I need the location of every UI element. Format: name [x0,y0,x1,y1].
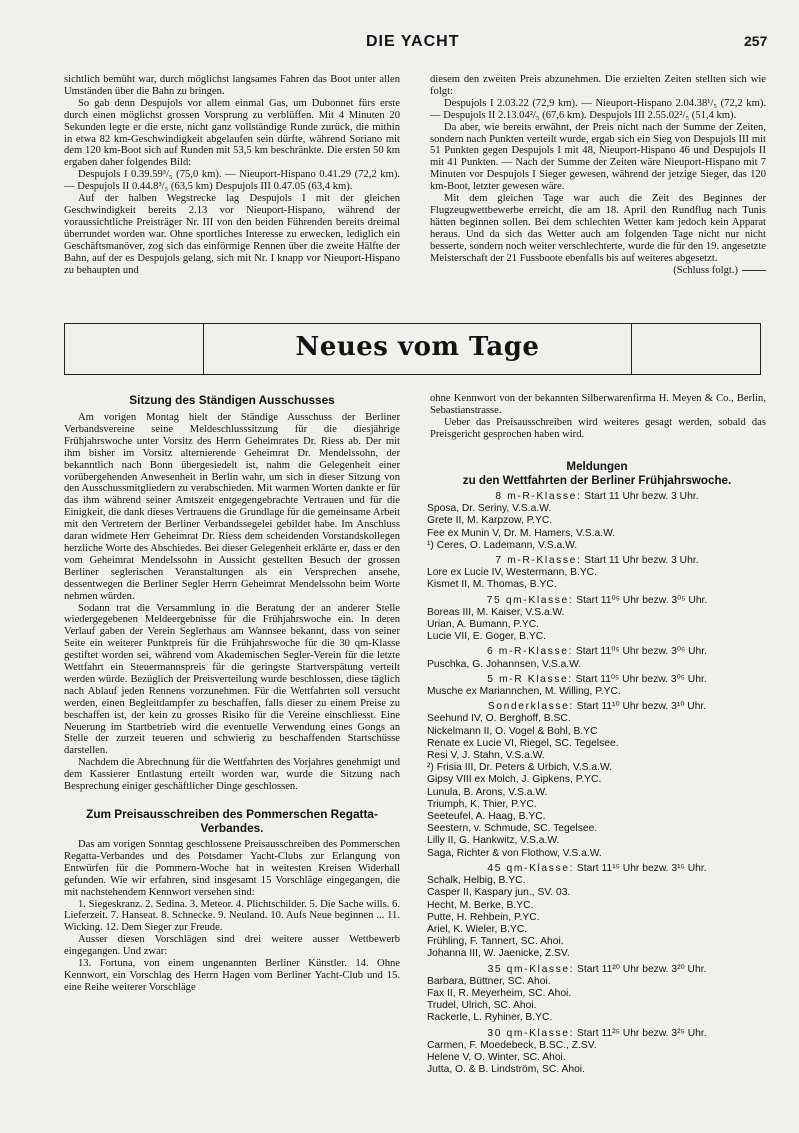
class-start-time: Start 11⁰⁵ Uhr bezw. 3⁰⁵ Uhr. [572,673,707,685]
entry-line: Barbara, Büttner, SC. Ahoi. [427,975,551,987]
entry-line: Lucie VII, E. Goger, B.YC. [427,631,547,643]
entry-line: Puschka, G. Johannsen, V.S.a.W. [427,658,582,670]
entry-line: Triumph, K. Thier, P.YC. [427,798,537,810]
paragraph: sichtlich bemüht war, durch möglichst langsames Fahren das Boot unter allen Umständen über die Bahn zu bringen. [64,74,400,97]
paragraph: ohne Kennwort von der bekannten Silberwarenfirma H. Meyen & Co., Berlin, Sebastianstrasse. [430,393,766,416]
class-start-time: Start 11²⁰ Uhr bezw. 3²⁰ Uhr. [574,963,707,975]
paragraph: Ausser diesen Vorschlägen sind drei weitere ausser Wettbewerb eingegangen. Und zwar: [64,934,400,958]
paragraph: Das am vorigen Sonntag geschlossene Preisausschreiben des Pommerschen Regatta-Verbandes und des Potsdamer Yacht-Clubs zur Erlangung von Entwürfen für die Pommern-Woche hat in weitesten Kreisen Widerhall gefunden. Wie wir erfahren, sind insgesamt 15 Vorschläge eingegangen, die mit nachstehendem Kennwort versehen sind: [64,839,400,898]
entry-line: Jutta, O. & B. Lindström, SC. Ahoi. [427,1064,585,1076]
paragraph: Auf der halben Wegstrecke lag Despujols I mit der gleichen Geschwindigkeit bereits 2.13 vor Nieuport-Hispano, während der voraussichtliche Preisträger Nr. III von den beiden Führenden bereits dreimal überrundet worden war. Ohne sportliches Interesse zu erwecken, lediglich ein Geschäftsmanöver, zog sich das einförmige Rennen über die zweite Hälfte der Bahn, auf der es Despujols gelang, sich mit Nr. I knapp vor Nieuport-Hispano zu behaupten und [64,193,400,276]
right-intro [430,393,766,441]
section-heading-preisausschreiben: Zum Preisausschreiben des Pommerschen Regatta- Verbandes. [86,807,378,835]
class-heading [427,863,767,875]
entry-line: Lore ex Lucie IV, Westermann, B.YC. [427,567,597,579]
entry-line: Resi V, J. Stahn, V.S.a.W. [427,750,545,762]
entry-line: Seeteufel, A. Haag, B.YC. [427,811,546,823]
meldungen-heading: Meldungen [566,460,628,473]
entry-line: Lunula, B. Arons, V.S.a.W. [427,786,548,798]
signoff: (Schluss folgt.) [430,265,766,277]
class-start-time: Start 11⁰⁵ Uhr bezw. 3⁰⁵ Uhr. [573,646,707,658]
entry-line: Urian, A. Bumann, P.YC. [427,619,539,631]
class-heading [427,674,767,686]
paragraph: diesem den zweiten Preis abzunehmen. Die erzielten Zeiten stellten sich wie folgt: [430,74,766,97]
paragraph: So gab denn Despujols vor allem einmal Gas, um Dubonnet fürs erste durch einen möglichst grossen Vorsprung zu verblüffen. Mit 4 Minuten 20 Sekunden legte er die erste, nicht ganz vollständige Runde zurück, die mithin in etwa 82 km-Geschwindigkeit abgelaufen sein dürfte, während Soriano mit dem 120 km-Boot sich auf Runden mit 53,5 km beschränkte. Die ersten 50 km ergaben daher folgendes Bild: [64,97,400,169]
top-left-column [64,74,400,276]
entry-line: Gipsy VIII ex Molch, J. Gipkens, P.YC. [427,774,602,786]
entry-line: Johanna III, W. Jaenicke, Z.SV. [427,948,570,960]
entry-line: Rackerle, L. Ryhiner, B.YC. [427,1012,553,1024]
class-heading [427,555,767,567]
entry-line: Ariel, K. Wieler, B.YC. [427,923,528,935]
meldungen-list [427,460,767,1076]
paragraph: Nachdem die Abrechnung für die Wettfahrten des Vorjahres genehmigt und dem Kassierer Entlastung erteilt worden war, wurde die Sitzung nach Besprechung einiger geschäftlicher Dinge geschlossen. [64,757,400,793]
entry-line: Kismet II, M. Thomas, B.YC. [427,579,557,591]
entry-line: Helene V, O. Winter, SC. Ahoi. [427,1051,566,1063]
paragraph: Da aber, wie bereits erwähnt, der Preis nicht nach der Summe der Zeiten, sondern nach Punkten verteilt wurde, ergab sich ein Sieg von Despujols III mit 51 Punkten gegen Despujols I mit 48, Nieuport-Hispano 46 und Despujols II mit 41 Punkten. — Nach der Summe der Zeiten wäre Nieuport-Hispano mit 7 Minuten vor Despujols I Sieger gewesen, während der jetzige Sieger, das 120 km-Boot, letzter gewesen wäre. [430,121,766,193]
entry-line: Musche ex Mariannchen, M. Willing, P.YC. [427,686,621,698]
class-name: 35 qm-Klasse: [487,963,575,975]
class-start-time: Start 11¹⁰ Uhr bezw. 3¹⁰ Uhr. [573,701,707,713]
class-start-time: Start 11⁰⁵ Uhr bezw. 3⁰⁵ Uhr. [573,594,708,606]
entry-line: Casper II, Kaspary jun., SV. 03. [427,887,571,899]
entry-line: Nickelmann II, O. Vogel & Bohl, B.YC [427,725,598,737]
entry-line: Boreas III, M. Kaiser, V.S.a.W. [427,606,565,618]
paragraph: Ueber das Preisausschreiben wird weiteres gesagt werden, sobald das Preisgericht gesprochen haben wird. [430,416,766,440]
paragraph: Despujols I 2.03.22 (72,9 km). — Nieuport-Hispano 2.04.38¹/₅ (72,2 km). — Despujols II 2.13.04²/₅ (67,6 km). Despujols III 2.55.02²/₅ (51,4 km). [430,97,766,121]
entry-line: Carmen, F. Moedebeck, B.SC., Z.SV. [427,1039,597,1051]
paragraph: Am vorigen Montag hielt der Ständige Ausschuss der Berliner Verbandsvereine seine Meldeschlusssitzung für die diesjährige Frühjahrswoche unter Vorsitz des Herrn Geheimrates Dr. Riess ab. Der mit ihm bisher im Vorsitz alternierende Geheimrat Dr. Mendelssohn, der bekanntlich nach Bonn übergesiedelt ist, nahm die Gelegenheit einer vorübergehenden Anwesenheit in Berlin wahr, um sich in dieser Sitzung von den Ausschussmitgliedern zu verabschieden. Mit warmen Worten dankte er für das ihm während seiner Amtszeit entgegengebrachte Vertrauen und für die Einigkeit, die dank dieses Vertrauens die Grundlage für die gemeinsame Arbeit mit den Vertretern der Berliner Verbandssegelei gebildet habe. Im Anschluss daran widmete Herr Geheimrat Dr. Riess dem scheidenden Vorstandskollegen herzliche Worte des Abschiedes. Bei dieser Gelegenheit erklärte er, dass er den vom Geheimrat Mendelssohn in Aussicht gestellten Besuch der grossen Berliner seglerischen Veranstaltungen als ein Versprechen ansehe, dessentwegen die Berliner Segler Herrn Geheimrat Mendelssohn beim Worte nehmen würden. [64,412,400,602]
class-name: 7 m-R-Klasse: [495,555,582,567]
banner-title: Neues vom Tage [295,332,540,362]
left-column [64,393,400,994]
paragraph: Despujols I 0.39.59³/₅ (75,0 km). — Nieuport-Hispano 0.41.29 (72,2 km). — Despujols II 0.44.8³/₅ (63,5 km) Despujols III 0.47.05 (63,4 km). [64,169,400,193]
section-banner [64,323,761,375]
entry-line: Seehund IV, O. Berghoff, B.SC. [427,713,571,725]
class-heading [427,595,767,607]
section-heading-ausschuss: Sitzung des Ständigen Ausschusses [129,393,335,407]
entry-line: Renate ex Lucie VI, Riegel, SC. Tegelsee. [427,737,619,749]
class-start-time: Start 11 Uhr bezw. 3 Uhr. [581,555,699,567]
top-right-column [430,74,766,276]
class-name: 30 qm-Klasse: [487,1027,575,1039]
class-heading [427,1028,767,1040]
entry-line: Grete II, M. Karpzow, P.YC. [427,515,553,527]
paragraph: 1. Siegeskranz. 2. Sedina. 3. Meteor. 4. Plichtschilder. 5. Die Sache wills. 6. Lieferzeit. 7. Hanseat. 8. Schnecke. 9. Neuland. 10. Aufs Neue beginnen ... 11. Wicking. 12. Dem Sieger zur Freude. [64,898,400,934]
entry-line: ²) Frisia III, Dr. Peters & Urbich, V.S.a.W. [427,762,613,774]
entry-line: Trudel, Ulrich, SC. Ahoi. [427,1000,537,1012]
paragraph: Sodann trat die Versammlung in die Beratung der an anderer Stelle wiedergegebenen Meldeergebnisse für die Frühjahrswoche ein. In deren Verlauf gaben der Verein Seglerhaus am Wannsee bekannt, dass von seiner Seite ein weiterer Punktpreis für die Frühjahrswoche für die 30 qm-Klasse gestiftet worden sei, während vom Akademischen Segler-Verein für die letzte Wettfahrt ein Steuermannspreis für die geringste Startverspätung verteilt werden würde. Bezüglich der Preisverteilung wurde beschlossen, diese täglich nach Ablauf jeden Rennens vorzunehmen. Für die Wettfahrten soll versucht werden, einen Begleitdampfer zu beschaffen, falls dieser zu einem Preise zu beschaffen ist, der kein zu grosses Risiko für die Vereine einschliesst. Eine Neuerung im Startbetrieb wird die eventuelle Verwendung eines Gongs an Stelle der zurzeit teueren und schwierig zu beschaffenden Startschüsse darstellen. [64,602,400,757]
class-heading [427,701,767,713]
class-name: 45 qm-Klasse: [487,862,575,874]
class-heading [427,646,767,658]
class-start-time: Start 11²⁵ Uhr bezw. 3²⁵ Uhr. [574,1027,707,1039]
entry-line: Schalk, Helbig, B.YC. [427,875,526,887]
entry-line: Fee ex Munin V, Dr. M. Hamers, V.S.a.W. [427,527,616,539]
entry-line: Lilly II, G. Hankwitz, V.S.a.W. [427,835,560,847]
class-heading [427,491,767,503]
entry-line: Putte, H. Rehbein, P.YC. [427,911,540,923]
entry-line: Fax II, R. Meyerheim, SC. Ahoi. [427,987,572,999]
class-name: 8 m-R-Klasse: [495,491,582,502]
class-start-time: Start 11 Uhr bezw. 3 Uhr. [581,491,699,502]
class-start-time: Start 11¹⁵ Uhr bezw. 3¹⁵ Uhr. [574,862,707,874]
paragraph: 13. Fortuna, von einem ungenannten Berliner Künstler. 14. Ohne Kennwort, ein Vorschlag des Herrn Hagen vom Berliner Yacht-Club und 15. eine Reihe weiterer Vorschläge [64,958,400,993]
entry-line: Saga, Richter & von Flothow, V.S.a.W. [427,847,602,859]
entry-line: ¹) Ceres, O. Lademann, V.S.a.W. [427,539,578,551]
banner-title-box [203,323,632,374]
class-name: 75 qm-Klasse: [486,594,574,606]
entry-line: Hecht, M. Berke, B.YC. [427,899,534,911]
meldungen-subheading: zu den Wettfahrten der Berliner Frühjahrswoche. [462,474,732,487]
entry-line: Sposa, Dr. Seriny, V.S.a.W. [427,503,552,515]
entry-line: Frühling, F. Tannert, SC. Ahoi. [427,936,564,948]
paragraph: Mit dem gleichen Tage war auch die Zeit des Beginnes der Flugzeugwettbewerbe erreicht, die am 18. April den Rundflug nach Tunis hätten beginnen sollen. Bei dem schlechten Wetter kam jedoch kein Apparat heraus. Und da sich das Wetter auch am folgenden Tage nicht nur nicht besserte, sondern noch weiter verschlechterte, wurde die für den 19. angesetzte Meisterschaft der 21 Fussboote ebenfalls bis auf weiteres abgesetzt. [430,193,766,264]
class-name: 5 m-R Klasse: [487,673,573,685]
class-name: 6 m-R-Klasse: [487,646,574,658]
page-number: 257 [744,33,768,49]
entry-line: Seestern, v. Schmude, SC. Tegelsee. [427,823,598,835]
class-heading [427,964,767,976]
running-header-title: DIE YACHT [366,33,460,50]
class-name: Sonderklasse: [487,701,574,713]
